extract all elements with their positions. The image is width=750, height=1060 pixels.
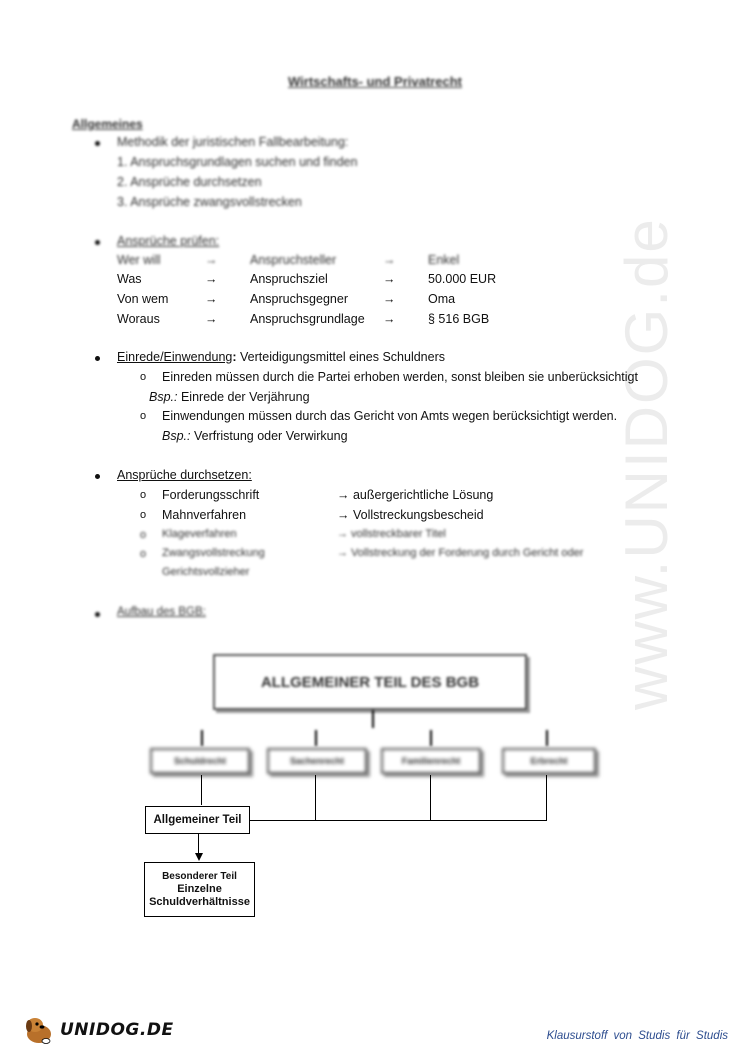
claims-col-who: Was	[117, 272, 142, 286]
connector-line	[315, 775, 316, 820]
method-step: 3. Ansprüche zwangsvollstrecken	[117, 195, 302, 209]
connector-line	[430, 730, 432, 746]
claims-col-role: Anspruchsgrundlage	[250, 312, 365, 326]
enforce-item: Mahnverfahren	[162, 508, 247, 522]
defense-line	[117, 350, 445, 364]
connector-line	[372, 710, 374, 728]
logo-text: UNIDOG.DE	[60, 1020, 174, 1040]
bgb-label: Aufbau des BGB:	[117, 606, 206, 618]
book-box: Familienrecht	[381, 748, 481, 774]
enforce-result: → Vollstreckung der Forderung durch Gericht oder	[337, 547, 584, 559]
bullet	[95, 141, 100, 146]
defense-colon: :	[232, 350, 237, 364]
defense-example	[162, 429, 348, 443]
arrow-icon: →	[383, 292, 396, 306]
special-part-box	[144, 862, 255, 917]
defense-text: Verteidigungsmittel eines Schuldners	[236, 350, 446, 364]
arrow-icon: →	[205, 312, 218, 326]
arrow-down-icon	[195, 853, 203, 861]
watermark: www.UNIDOG.de	[613, 217, 680, 710]
circle-bullet: o	[140, 410, 147, 422]
circle-bullet: o	[140, 509, 147, 521]
claims-col-role: Anspruchsziel	[250, 272, 328, 286]
bullet	[95, 474, 100, 479]
defense-term: Einrede/Einwendung	[117, 350, 233, 364]
enforce-item: Klageverfahren	[162, 528, 237, 540]
footer-tagline: Klausurstoff von Studis für Studis	[546, 1030, 728, 1042]
example-text: Verfristung oder Verwirkung	[190, 429, 348, 443]
example-label: Bsp.:	[162, 429, 191, 443]
special-part-title: Besonderer Teil	[162, 871, 237, 882]
claims-label: Ansprüche prüfen:	[117, 234, 220, 248]
book-box: Schuldrecht	[150, 748, 250, 774]
arrow-icon: →	[383, 312, 396, 326]
arrow-icon: →	[205, 292, 218, 306]
connector-line	[430, 775, 431, 820]
method-step: 1. Anspruchsgrundlagen suchen und finden	[117, 155, 358, 169]
connector-line	[248, 820, 547, 821]
enforce-result: → Vollstreckungsbescheid	[337, 508, 484, 522]
connector-line	[201, 775, 202, 805]
defense-example	[149, 390, 310, 404]
claims-col-who: Von wem	[117, 292, 169, 306]
special-part-line: Einzelne	[177, 883, 222, 895]
claims-col-value: § 516 BGB	[428, 312, 490, 326]
circle-bullet: o	[140, 371, 147, 383]
example-label: Bsp.:	[149, 390, 178, 404]
dog-icon	[22, 1014, 56, 1046]
bullet	[95, 240, 100, 245]
page-title: Wirtschafts- und Privatrecht	[288, 74, 462, 89]
enforce-result: → vollstreckbarer Titel	[337, 528, 446, 540]
claims-col-role: Anspruchsgegner	[250, 292, 348, 306]
claims-col-value: Oma	[428, 292, 456, 306]
example-text: Einrede der Verjährung	[177, 390, 310, 404]
claims-col-who: Woraus	[117, 312, 160, 326]
enforce-item: Zwangsvollstreckung	[162, 547, 265, 559]
logo	[22, 1014, 174, 1046]
circle-bullet: o	[140, 489, 147, 501]
connector-line	[201, 730, 203, 746]
section-heading: Allgemeines	[72, 117, 143, 131]
bullet	[95, 612, 100, 617]
general-part-box: Allgemeiner Teil	[145, 806, 250, 834]
enforce-item-cont: Gerichtsvollzieher	[162, 566, 250, 578]
enforce-item: Forderungsschrift	[162, 488, 260, 502]
claims-col-value: Enkel	[428, 253, 460, 267]
arrow-icon: →	[383, 272, 396, 286]
circle-bullet: o	[140, 529, 147, 541]
special-part-line: Schuldverhältnisse	[149, 896, 250, 908]
method-step: 2. Ansprüche durchsetzen	[117, 175, 262, 189]
claims-col-role: Anspruchsteller	[250, 253, 337, 267]
claims-col-who: Wer will	[117, 253, 161, 267]
arrow-icon: →	[205, 272, 218, 286]
book-box: Sachenrecht	[267, 748, 367, 774]
circle-bullet: o	[140, 548, 147, 560]
bullet	[95, 356, 100, 361]
book-box: Erbrecht	[502, 748, 596, 774]
arrow-icon: →	[205, 253, 218, 267]
enforce-label: Ansprüche durchsetzen:	[117, 468, 252, 482]
defense-item: Einwendungen müssen durch das Gericht von Amts wegen berücksichtigt werden.	[162, 409, 618, 423]
bgb-general-part-box: ALLGEMEINER TEIL DES BGB	[213, 654, 527, 710]
enforce-result: → außergerichtliche Lösung	[337, 488, 494, 502]
claims-col-value: 50.000 EUR	[428, 272, 497, 286]
arrow-icon: →	[383, 253, 396, 267]
defense-item: Einreden müssen durch die Partei erhoben werden, sonst bleiben sie unberücksichtigt	[162, 370, 638, 384]
connector-line	[315, 730, 317, 746]
connector-line	[546, 730, 548, 746]
method-label: Methodik der juristischen Fallbearbeitung:	[117, 135, 349, 149]
connector-line	[546, 775, 547, 820]
